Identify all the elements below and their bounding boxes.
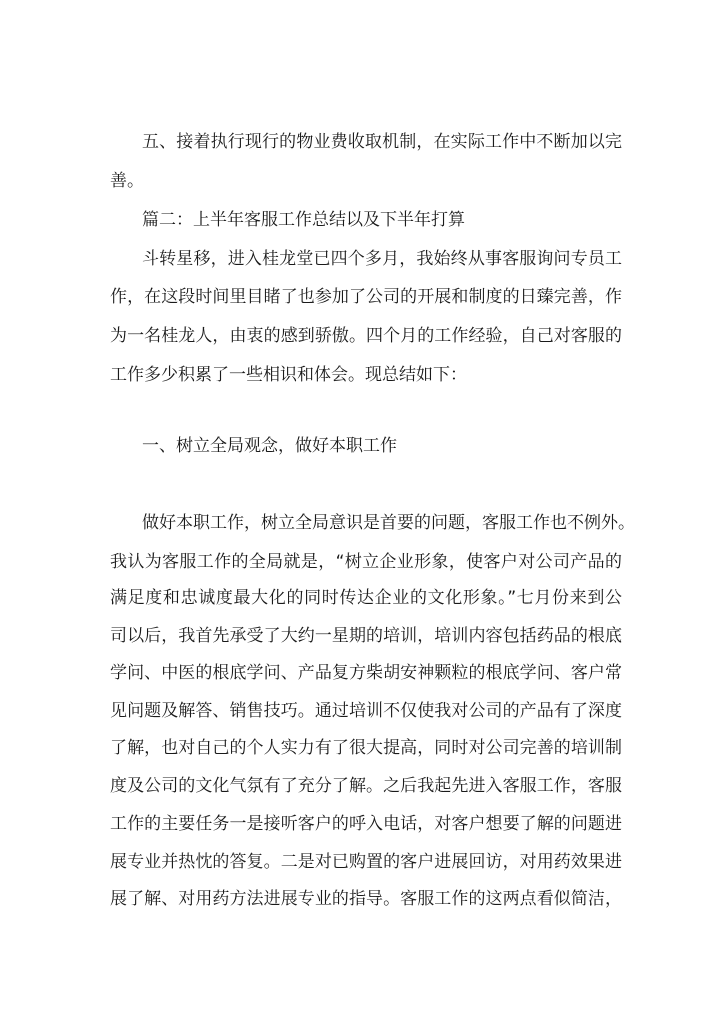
paragraph-line: 见问题及解答、销售技巧。通过培训不仅使我对公司的产品有了深度 [110, 701, 622, 721]
paragraph-line: 展了解、对用药方法进展专业的指导。客服工作的这两点看似简洁， [110, 889, 622, 909]
paragraph-line: 善。 [110, 171, 144, 191]
paragraph-line: 作，在这段时间里目睹了也参加了公司的开展和制度的日臻完善，作 [110, 287, 622, 307]
paragraph-line: 工作的主要任务一是接听客户的呼入电话，对客户想要了解的问题进 [110, 814, 622, 834]
paragraph-line: 做好本职工作，树立全局意识是首要的问题，客服工作也不例外。 [142, 513, 635, 533]
section-heading: 篇二：上半年客服工作总结以及下半年打算 [142, 210, 465, 230]
paragraph-line: 我认为客服工作的全局就是，“树立企业形象，使客户对公司产品的 [110, 552, 622, 572]
paragraph-line: 斗转星移，进入桂龙堂已四个多月，我始终从事客服询问专员工 [142, 249, 622, 269]
paragraph-line: 了解，也对自己的个人实力有了很大提高，同时对公司完善的培训制 [110, 738, 622, 758]
paragraph-line: 为一名桂龙人，由衷的感到骄傲。四个月的工作经验，自己对客服的 [110, 326, 622, 346]
paragraph-line: 展专业并热忱的答复。二是对已购置的客户进展回访，对用药效果进 [110, 852, 622, 872]
section-heading: 一、树立全局观念，做好本职工作 [142, 436, 397, 456]
paragraph-line: 工作多少积累了一些相识和体会。现总结如下： [110, 365, 467, 385]
paragraph-line: 满足度和忠诚度最大化的同时传达企业的文化形象。”七月份来到公 [110, 588, 622, 608]
paragraph-line: 学问、中医的根底学问、产品复方柴胡安神颗粒的根底学问、客户常 [110, 663, 622, 683]
paragraph-line: 司以后，我首先承受了大约一星期的培训，培训内容包括药品的根底 [110, 626, 622, 646]
paragraph-line: 五、接着执行现行的物业费收取机制，在实际工作中不断加以完 [142, 132, 622, 152]
paragraph-line: 度及公司的文化气氛有了充分了解。之后我起先进入客服工作，客服 [110, 776, 622, 796]
